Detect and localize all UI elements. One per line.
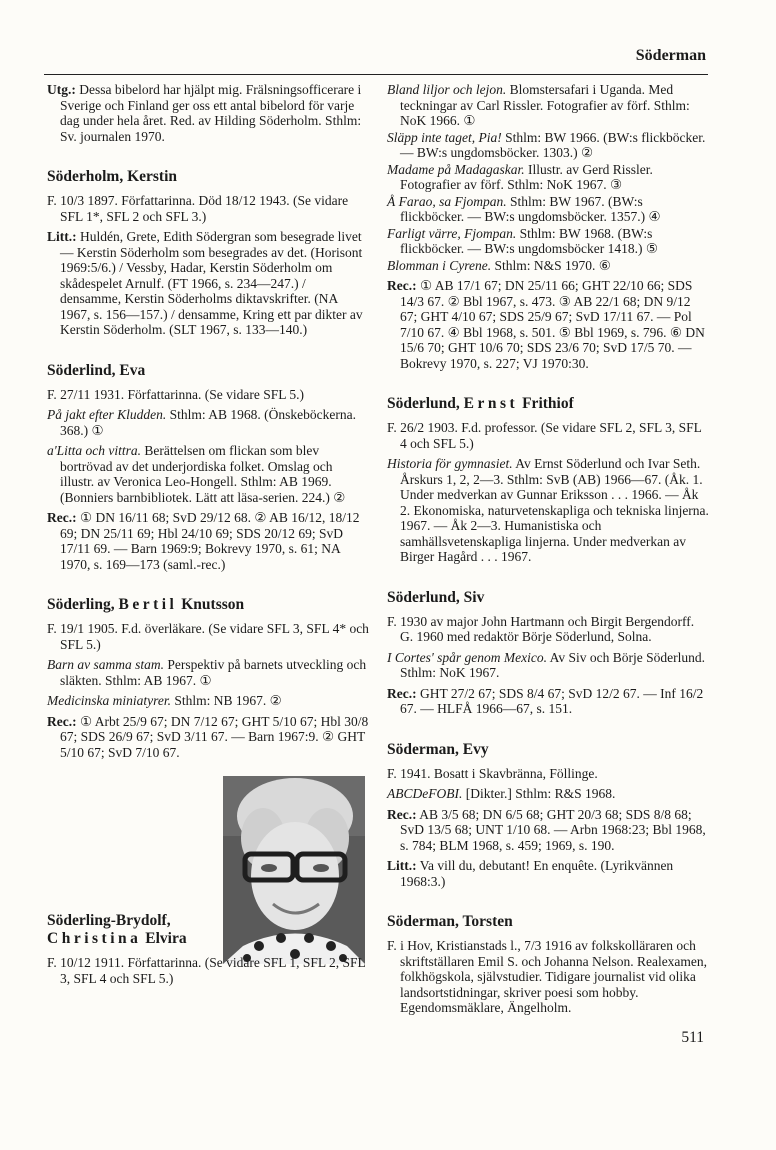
work-entry: a'Litta och vittra. Berättelsen om flickan som blev bortrövad av det underjordiska folket. Omslag och illustr. av Veronica Leo-Hongell. Sthlm: AB 1969. (Bonniers barnbibliotek. Lätt att läsa-serien. 224.) ②: [47, 443, 346, 505]
entry-bio: F. i Hov, Kristianstads l., 7/3 1916 av folkskolläraren och skriftställaren Emil S. och Johanna Nelson. Realexamen, folkhögskola, självstudier. Tidigare journalist vid olika landsortstidningar, skriver poesi som hobby. Egendomsmäklare, Ängelholm.: [387, 938, 708, 1015]
left-column: [47, 82, 369, 991]
entry-heading-soderling-bertil: Söderling, Bertil Knutsson: [47, 596, 245, 613]
entry-heading-soderlund-siv: Söderlund, Siv: [387, 588, 485, 606]
entry-bio: F. 10/12 1911. Författarinna. (Se vidare SFL 1, SFL 2, SFL 3, SFL 4 och SFL 5.): [47, 955, 366, 986]
entry-heading-soderholm-kerstin: Söderholm, Kerstin: [47, 168, 178, 185]
entry-bio: F. 27/11 1931. Författarinna. (Se vidare SFL 5.): [47, 386, 305, 402]
entry-litt: Litt.: Huldén, Grete, Edith Södergran som besegrade livet — Kerstin Söderholm som besegrades av det. (Horisont 1969:5/6.) / Vessby, Hadar, Kerstin Söderholm om skådespelet Arnulf. (FT 1966, s. 234—247.) / densamme, Kerstin Söderholms diktavskrifter. (NA 1967, s. 156—157.) / densamme, Kring ett par dikter av Kerstin Söderholm. (SLT 1967, s. 133—140.): [47, 229, 363, 337]
work-entry: Medicinska miniatyrer. Sthlm: NB 1967. ②: [47, 693, 282, 708]
work-entry: ABCDeFOBI. [Dikter.] Sthlm: R&S 1968.: [387, 786, 616, 801]
entry-heading-soderlind-eva: Söderlind, Eva: [47, 361, 146, 379]
entry-rec: Rec.: ① Arbt 25/9 67; DN 7/12 67; GHT 5/10 67; Hbl 30/8 67; SDS 26/9 67; SvD 3/11 67. — Barn 1967:9. ② GHT 5/10 67; SvD 7/10 67.: [47, 713, 369, 760]
entry-heading-soderlund-ernst: Söderlund, Ernst Frithiof: [387, 395, 574, 412]
work-entry: I Cortes' spår genom Mexico. Av Siv och Börje Söderlund. Sthlm: NoK 1967.: [387, 649, 705, 680]
entry-heading-soderling-brydolf: Söderling-Brydolf, Christina Elvira: [47, 912, 187, 947]
entry-bio: F. 19/1 1905. F.d. överläkare. (Se vidare SFL 3, SFL 4* och SFL 5.): [47, 621, 369, 652]
entry-bio: F. 26/2 1903. F.d. professor. (Se vidare SFL 2, SFL 3, SFL 4 och SFL 5.): [387, 420, 702, 451]
work-entry: Släpp inte taget, Pia! Sthlm: BW 1966. (BW:s flickböcker. — BW:s ungdomsböcker. 1303.) ②: [387, 129, 706, 160]
work-entry: På jakt efter Kludden. Sthlm: AB 1968. (Önskeböckerna. 368.) ①: [47, 407, 356, 438]
entry-bio: F. 1930 av major John Hartmann och Birgit Bergendorff. G. 1960 med redaktör Börje Söderlund, Solna.: [387, 613, 695, 644]
entry-heading-soderman-evy: Söderman, Evy: [387, 740, 489, 758]
author-portrait-photo: [223, 776, 365, 964]
entry-heading-soderman-torsten: Söderman, Torsten: [387, 913, 513, 930]
work-entry: Å Farao, sa Fjompan. Sthlm: BW 1967. (BW:s flickböcker. — BW:s ungdomsböcker. 1357.) ④: [387, 193, 661, 224]
entry-rec: Rec.: ① AB 17/1 67; DN 25/11 66; GHT 22/10 66; SDS 14/3 67. ② Bbl 1967, s. 473. ③ AB 22/1 68; DN 9/12 67; GHT 4/10 67; SDS 25/9 67; SvD 17/11 67. — Pol 7/10 67. ④ Bbl 1968, s. 501. ⑤ Bbl 1969, s. 796. ⑥ DN 15/6 70; GHT 10/6 70; SDS 23/6 70; SvD 17/5 70. — Bokrevy 1970, s. 227; VJ 1970:30.: [387, 278, 705, 371]
work-entry: Blomman i Cyrene. Sthlm: N&S 1970. ⑥: [387, 257, 611, 273]
work-entry: Barn av samma stam. Perspektiv på barnets utveckling och släkten. Sthlm: AB 1967. ①: [47, 657, 367, 688]
work-entry: Farligt värre, Fjompan. Sthlm: BW 1968. (BW:s flickböcker. — BW:s ungdomsböcker 1418.) ⑤: [387, 225, 658, 256]
work-entry: Historia för gymnasiet. Av Ernst Söderlund och Ivar Seth. Årskurs 1, 2, 2—3. Sthlm: SvB (AB) 1966—67. (Åk. 1. Under medverkan av Gunnar Eriksson . . . 1966. — Åk 2. Ekonomiska, naturvetenskapliga och tekniska linjerna. 1967. — Åk 2—3. Humanistiska och samhällsvetenskapliga linjerna. Under medverkan av Birger Hagård . . . 1967.: [387, 456, 709, 564]
work-entry: Bland liljor och lejon. Blomstersafari i Uganda. Med teckningar av Carl Rissler. Fotografier av förf. Sthlm: NoK 1966. ①: [387, 82, 690, 128]
entry-rec: Rec.: ① DN 16/11 68; SvD 29/12 68. ② AB 16/12, 18/12 69; DN 25/11 69; Hbl 24/10 69; SDS 20/12 69; SvD 17/11 69. — Barn 1969:9; Bokrevy 1970, s. 61; NA 1970, s. 169—173 (saml.-rec.): [47, 510, 360, 572]
running-head: Söderman: [635, 47, 706, 64]
entry-litt: Litt.: Va vill du, debutant! En enquête. (Lyrikvännen 1968:3.): [387, 858, 674, 889]
utg-entry: Utg.: Dessa bibelord har hjälpt mig. Frälsningsofficerare i Sverige och Finland ger oss ett antal bibelord för varje dag under hela året. Red. av Hilding Söderholm. Sthlm: Sv. journalen 1970.: [47, 82, 362, 144]
entry-rec: Rec.: AB 3/5 68; DN 6/5 68; GHT 20/3 68; SDS 8/8 68; SvD 13/5 68; UNT 1/10 68. — Arbn 1968:23; Bbl 1968, s. 784; BLM 1968, s. 459; 1969, s. 190.: [387, 806, 706, 853]
entry-bio: F. 1941. Bosatt i Skavbränna, Föllinge.: [387, 765, 598, 781]
work-entry: Madame på Madagaskar. Illustr. av Gerd Rissler. Fotografier av förf. Sthlm: NoK 1967. ③: [387, 161, 653, 192]
page-number: 511: [681, 1029, 704, 1046]
entry-bio: F. 10/3 1897. Författarinna. Död 18/12 1943. (Se vidare SFL 1*, SFL 2 och SFL 3.): [47, 193, 349, 224]
right-column: [387, 82, 709, 1021]
header-rule: [44, 74, 708, 75]
entry-rec: Rec.: GHT 27/2 67; SDS 8/4 67; SvD 12/2 67. — Inf 16/2 67. — HLFÅ 1966—67, s. 151.: [387, 685, 704, 716]
